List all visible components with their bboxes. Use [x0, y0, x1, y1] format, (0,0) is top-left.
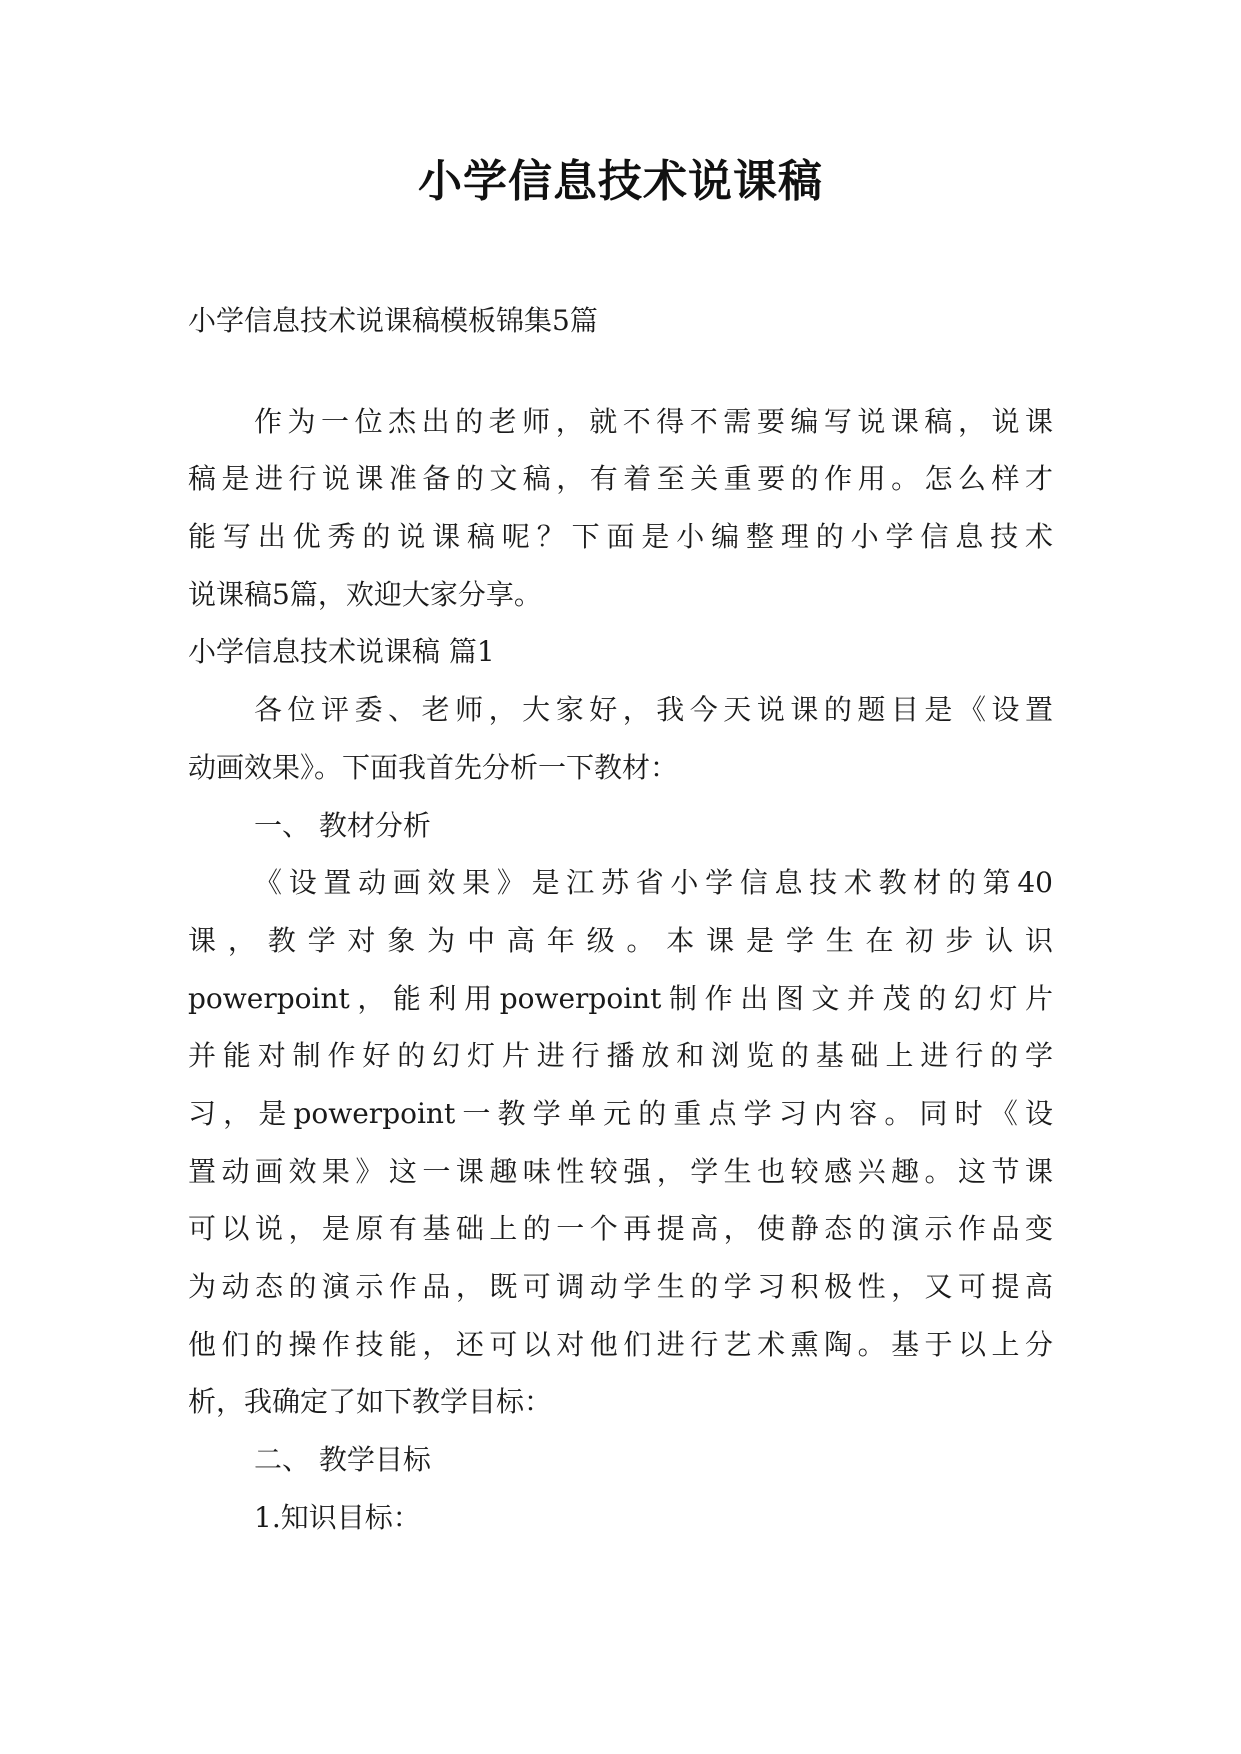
paragraph-line: 析，我确定了如下教学目标： — [188, 1385, 553, 1419]
document-body — [188, 292, 1053, 1546]
paragraph-line: 习，是powerpoint一教学单元的重点学习内容。同时《设 — [188, 1096, 1053, 1130]
intro-line: 说课稿5篇，欢迎大家分享。 — [188, 577, 542, 611]
paragraph-line: 课，教学对象为中高年级。本课是学生在初步认识 — [188, 923, 1053, 957]
paragraph-line: 并能对制作好的幻灯片进行播放和浏览的基础上进行的学 — [188, 1039, 1053, 1073]
paragraph-line: 为动态的演示作品，既可调动学生的学习积极性，又可提高 — [188, 1270, 1053, 1303]
subsection-heading: 一、 教材分析 — [254, 808, 431, 842]
paragraph-line: powerpoint，能利用powerpoint制作出图文并茂的幻灯片 — [188, 981, 1053, 1015]
intro-line: 稿是进行说课准备的文稿，有着至关重要的作用。怎么样才 — [188, 462, 1053, 496]
paragraph-line: 《设置动画效果》是江苏省小学信息技术教材的第40 — [254, 866, 1053, 900]
section-heading: 小学信息技术说课稿 篇1 — [188, 635, 495, 669]
intro-line: 能写出优秀的说课稿呢？下面是小编整理的小学信息技术 — [188, 520, 1053, 554]
paragraph-line: 动画效果》。下面我首先分析一下教材： — [188, 750, 679, 784]
paragraph-line: 各位评委、老师，大家好，我今天说课的题目是《设置 — [254, 693, 1053, 727]
document-subtitle: 小学信息技术说课稿模板锦集5篇 — [188, 304, 598, 337]
paragraph-line: 他们的操作技能，还可以对他们进行艺术熏陶。基于以上分 — [188, 1327, 1053, 1361]
paragraph-line: 可以说，是原有基础上的一个再提高，使静态的演示作品变 — [188, 1212, 1053, 1246]
list-item: 1.知识目标： — [254, 1500, 421, 1534]
subsection-heading: 二、 教学目标 — [254, 1443, 431, 1477]
paragraph-line: 置动画效果》这一课趣味性较强，学生也较感兴趣。这节课 — [188, 1154, 1053, 1188]
intro-line: 作为一位杰出的老师，就不得不需要编写说课稿，说课 — [254, 404, 1053, 438]
document-title: 小学信息技术说课稿 — [418, 156, 823, 207]
